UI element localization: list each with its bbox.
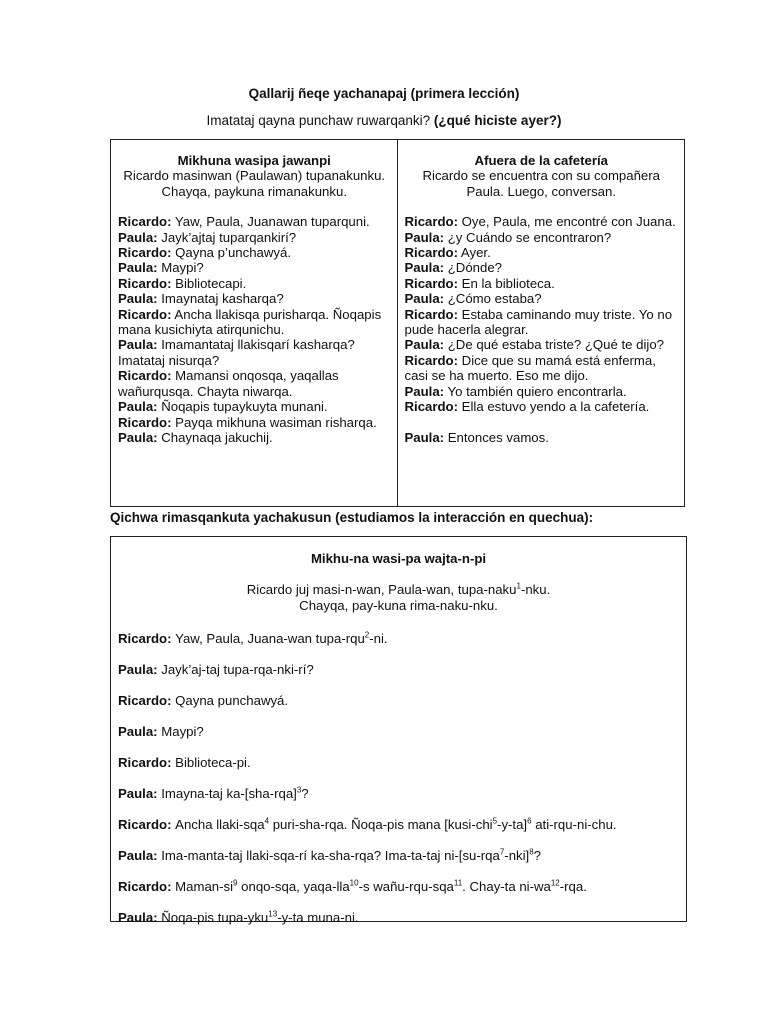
- speaker-name: Paula:: [118, 229, 158, 245]
- analysis-intro-b: -nku.: [520, 582, 551, 597]
- analysis-line: [118, 724, 679, 740]
- quechua-line: [118, 430, 391, 445]
- quechua-intro: Ricardo masinwan (Paulawan) tupanakunku. Chayqa, paykuna rimanakunku.: [123, 168, 386, 199]
- speaker-name: Paula:: [118, 786, 162, 801]
- spanish-line: [405, 230, 679, 245]
- line-text: Dice que su mamá está enferma, casi se ha muerto. Eso me dijo.: [404, 352, 656, 384]
- footnote-marker: 7: [499, 847, 505, 857]
- segment-text: Maman-si: [175, 879, 234, 894]
- line-text: Imaynataj kasharqa?: [157, 291, 284, 307]
- spanish-intro: Ricardo se encuentra con su compañera Paula. Luego, conversan.: [422, 168, 660, 199]
- segment-text: . Chay-ta ni-wa: [462, 879, 551, 894]
- footnote-marker: 8: [529, 847, 534, 857]
- segment-text: Maypi?: [161, 724, 204, 739]
- footnote-marker: 11: [453, 878, 463, 888]
- analysis-line: [118, 848, 679, 864]
- segment-text: Jayk’aj-taj tupa-rqa-nki-rí?: [161, 662, 314, 677]
- spanish-line: [405, 430, 679, 445]
- speaker-name: Ricardo:: [118, 414, 172, 430]
- speaker-name: Paula:: [118, 260, 158, 276]
- line-text: Ella estuvo yendo a la cafetería.: [458, 399, 650, 415]
- footnote-marker: 5: [492, 816, 498, 826]
- segment-text: -nki]: [504, 848, 530, 863]
- analysis-line: [118, 693, 679, 709]
- segment-text: ?: [533, 848, 542, 863]
- segment-text: -rqa.: [559, 879, 587, 894]
- spanish-heading: Afuera de la cafetería: [474, 153, 608, 168]
- speaker-name: Ricardo:: [118, 245, 172, 261]
- quechua-line: [118, 291, 391, 306]
- quechua-dialogue: [118, 214, 391, 445]
- quechua-line: [118, 214, 391, 229]
- quechua-column-header: [118, 153, 391, 199]
- spanish-line: [405, 245, 679, 260]
- analysis-intro-a: Ricardo juj masi-n-wan, Paula-wan, tupa-naku: [246, 582, 517, 597]
- segment-text: Imayna-taj ka-[sha-rqa]: [161, 786, 297, 801]
- line-text: Ancha llakisqa purisharqa. Ñoqapis mana kusichiyta atirqunichu.: [118, 306, 382, 338]
- segment-text: Yaw, Paula, Juana-wan tupa-rqu: [175, 631, 365, 646]
- speaker-name: Paula:: [118, 848, 162, 863]
- speaker-name: Paula:: [404, 337, 445, 353]
- speaker-name: Paula:: [118, 662, 162, 677]
- quechua-line: [118, 368, 391, 399]
- line-text: Ayer.: [458, 245, 491, 261]
- analysis-line: [118, 631, 679, 647]
- line-text: ¿Cómo estaba?: [444, 291, 542, 307]
- subtitle-translation: (¿qué hiciste ayer?): [433, 113, 562, 128]
- line-text: ¿De qué estaba triste? ¿Qué te dijo?: [444, 337, 664, 353]
- footnote-marker: 13: [268, 909, 278, 919]
- speaker-name: Paula:: [404, 260, 445, 276]
- dialogue-table: [110, 139, 685, 507]
- speaker-name: Ricardo:: [404, 306, 458, 322]
- line-text: Estaba caminando muy triste. Yo no pude hacerla alegrar.: [404, 306, 673, 338]
- speaker-name: Ricardo:: [118, 631, 176, 646]
- speaker-name: Ricardo:: [118, 214, 172, 230]
- quechua-line: [118, 415, 391, 430]
- segment-text: -y-ta]: [497, 817, 528, 832]
- line-text: Payqa mikhuna wasiman risharqa.: [171, 414, 377, 430]
- footnote-marker: 2: [364, 630, 370, 640]
- analysis-dialogue: [118, 631, 679, 926]
- segment-text: Qayna punchawyá.: [175, 693, 289, 708]
- footnote-marker: 6: [527, 816, 532, 826]
- speaker-name: Ricardo:: [118, 755, 176, 770]
- line-text: Imamantataj llakisqarí kasharqa? Imatataj nisurqa?: [118, 337, 355, 368]
- spanish-line: [405, 399, 679, 414]
- line-text: Bibliotecapi.: [171, 275, 247, 291]
- footnote-marker: 12: [550, 878, 560, 888]
- footnote-marker: 3: [296, 785, 302, 795]
- segment-text: ati-rqu-ni-chu.: [531, 817, 617, 832]
- spanish-column-header: [405, 153, 679, 199]
- speaker-name: Ricardo:: [404, 399, 458, 415]
- speaker-name: Ricardo:: [118, 879, 176, 894]
- footnote-marker: 9: [233, 878, 238, 888]
- speaker-name: Paula:: [118, 399, 158, 415]
- spanish-dialogue: [405, 214, 679, 445]
- speaker-name: Paula:: [118, 910, 162, 925]
- section-heading: Qichwa rimasqankuta yachakusun (estudiamos la interacción en quechua):: [110, 510, 594, 525]
- spanish-column: [398, 140, 685, 506]
- line-gap: [405, 415, 679, 430]
- spanish-line: [405, 214, 679, 229]
- speaker-name: Paula:: [404, 291, 445, 307]
- line-text: Jayk’ajtaj tuparqankirí?: [157, 229, 297, 245]
- analysis-line: [118, 910, 679, 926]
- footnote-marker: 4: [264, 816, 270, 826]
- speaker-name: Ricardo:: [404, 352, 458, 368]
- spanish-line: [405, 307, 679, 338]
- quechua-line: [118, 245, 391, 260]
- line-text: En la biblioteca.: [458, 275, 555, 291]
- quechua-line: [118, 260, 391, 275]
- analysis-intro: [118, 582, 679, 614]
- segment-text: onqo-sqa, yaqa-lla: [237, 879, 350, 894]
- spanish-line: [405, 337, 679, 352]
- line-text: Entonces vamos.: [444, 429, 549, 445]
- analysis-title: Mikhu-na wasi-pa wajta-n-pi: [310, 551, 487, 566]
- segment-text: Biblioteca-pi.: [175, 755, 251, 770]
- speaker-name: Ricardo:: [404, 245, 458, 261]
- quechua-line: [118, 307, 391, 338]
- speaker-name: Ricardo:: [118, 368, 172, 384]
- line-text: ¿Dónde?: [444, 260, 502, 276]
- analysis-table: [110, 536, 687, 925]
- speaker-name: Paula:: [404, 383, 445, 399]
- segment-text: -s wañu-rqu-sqa: [358, 879, 454, 894]
- segment-text: -y-ta muna-ni.: [277, 910, 359, 925]
- line-text: Maypi?: [157, 260, 204, 276]
- spanish-line: [405, 353, 679, 384]
- subtitle-question: Imatataj qayna punchaw ruwarqanki?: [206, 113, 431, 128]
- line-text: Mamansi onqosqa, yaqallas wañurqusqa. Chayta niwarqa.: [118, 368, 339, 399]
- page-title: Qallarij ñeqe yachanapaj (primera lección): [248, 86, 520, 101]
- quechua-line: [118, 276, 391, 291]
- speaker-name: Ricardo:: [118, 693, 176, 708]
- segment-text: puri-sha-rqa. Ñoqa-pis mana [kusi-chi: [269, 817, 493, 832]
- spanish-line: [405, 260, 679, 275]
- analysis-intro-line2: Chayqa, pay-kuna rima-naku-nku.: [299, 598, 498, 613]
- analysis-line: [118, 817, 679, 833]
- segment-text: ?: [301, 786, 309, 801]
- speaker-name: Paula:: [118, 429, 158, 445]
- quechua-line: [118, 399, 391, 414]
- spanish-line: [405, 276, 679, 291]
- line-text: Yo también quiero encontrarla.: [444, 383, 627, 399]
- segment-text: Ñoqa-pis tupa-yku: [161, 910, 269, 925]
- segment-text: Ima-manta-taj llaki-sqa-rí ka-sha-rqa? Ima-ta-taj ni-[su-rqa: [161, 848, 500, 863]
- segment-text: -ni.: [369, 631, 388, 646]
- spanish-line: [405, 291, 679, 306]
- analysis-line: [118, 755, 679, 771]
- quechua-line: [118, 230, 391, 245]
- quechua-heading: Mikhuna wasipa jawanpi: [177, 153, 331, 168]
- quechua-column: [111, 140, 398, 506]
- speaker-name: Ricardo:: [118, 275, 172, 291]
- speaker-name: Paula:: [404, 429, 445, 445]
- line-text: Ñoqapis tupaykuyta munani.: [157, 399, 328, 415]
- segment-text: Ancha llaki-sqa: [175, 817, 265, 832]
- line-text: Qayna p’unchawyá.: [171, 245, 291, 261]
- speaker-name: Paula:: [118, 291, 158, 307]
- speaker-name: Paula:: [118, 337, 158, 353]
- speaker-name: Paula:: [118, 724, 162, 739]
- speaker-name: Ricardo:: [404, 275, 458, 291]
- quechua-line: [118, 337, 391, 368]
- line-text: Oye, Paula, me encontré con Juana.: [458, 214, 676, 230]
- speaker-name: Ricardo:: [118, 306, 172, 322]
- analysis-line: [118, 662, 679, 678]
- speaker-name: Paula:: [404, 229, 445, 245]
- line-text: ¿y Cuándo se encontraron?: [444, 229, 612, 245]
- speaker-name: Ricardo:: [118, 817, 176, 832]
- line-text: Yaw, Paula, Juanawan tuparquni.: [171, 214, 370, 230]
- analysis-line: [118, 879, 679, 895]
- subtitle: [0, 113, 768, 128]
- footnote-marker: 1: [516, 581, 521, 591]
- analysis-line: [118, 786, 679, 802]
- line-text: Chaynaqa jakuchij.: [157, 429, 273, 445]
- footnote-marker: 10: [349, 878, 359, 888]
- spanish-line: [405, 384, 679, 399]
- speaker-name: Ricardo:: [404, 214, 458, 230]
